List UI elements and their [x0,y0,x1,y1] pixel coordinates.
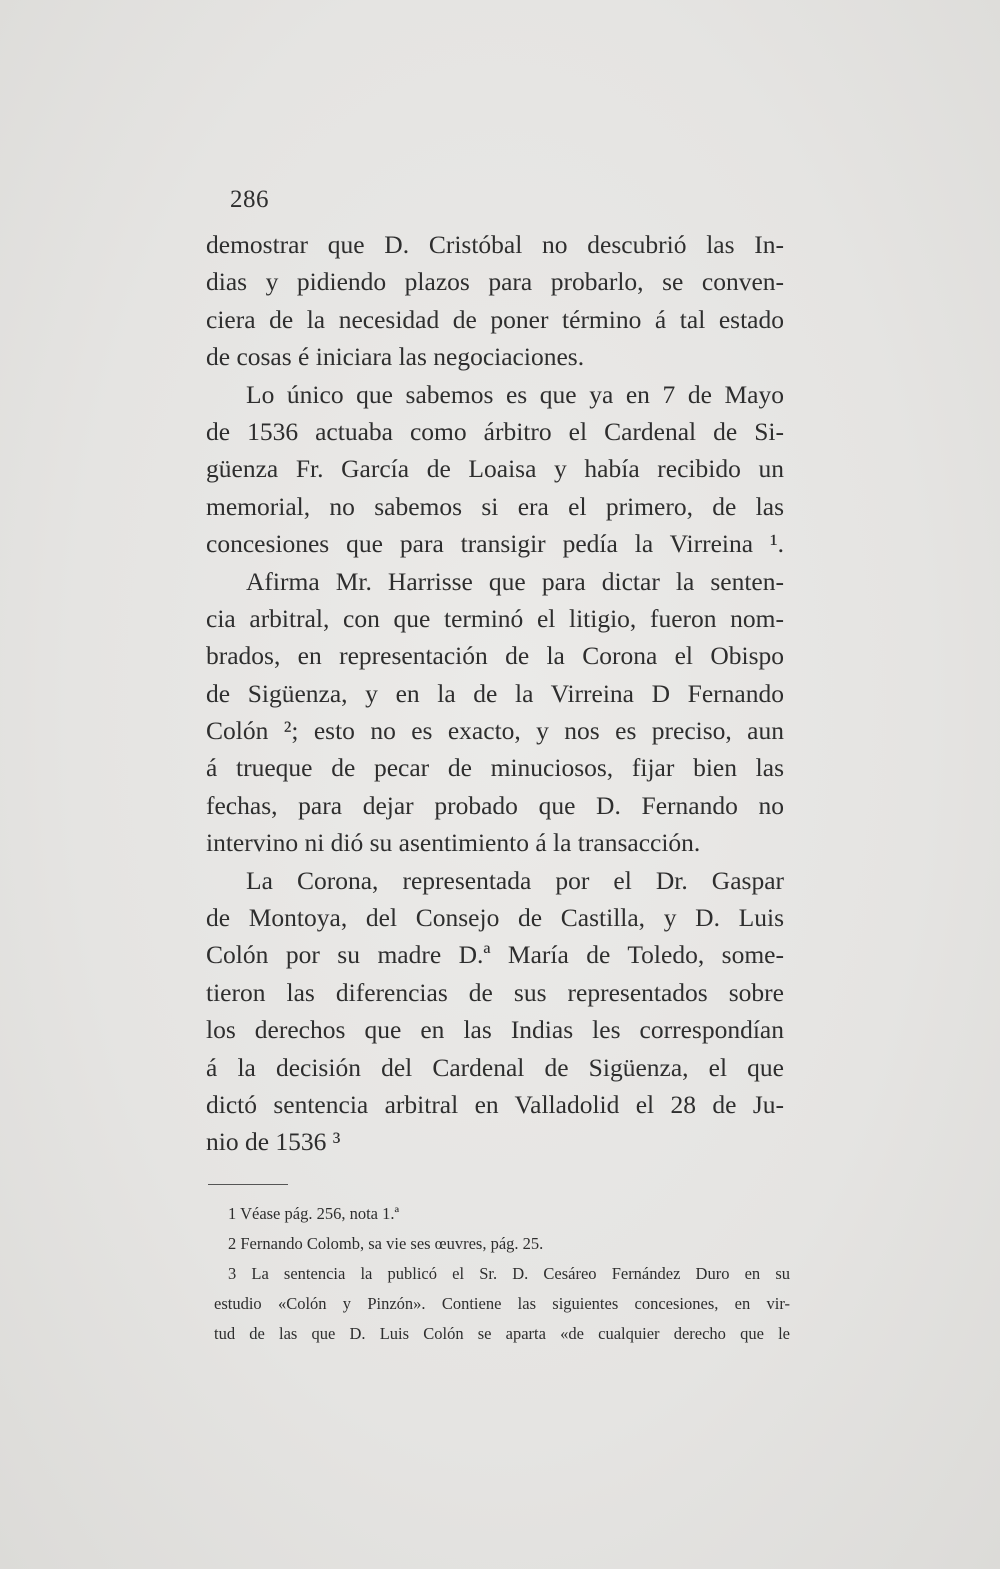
body-line: Lo único que sabemos es que ya en 7 de Mayo [246,379,784,409]
page-number: 286 [230,186,269,213]
body-line: memorial, no sabemos si era el primero, de las [206,491,784,521]
body-line: güenza Fr. García de Loaisa y había recibido un [206,454,784,484]
footnote-divider [208,1184,288,1185]
body-text [206,226,784,1161]
body-line: dictó sentencia arbitral en Valladolid el 28 de Ju- [206,1089,784,1119]
body-line: intervino ni dió su asentimiento á la transacción. [206,828,701,858]
footnote-line: 3 La sentencia la publicó el Sr. D. Cesáreo Fernández Duro en su [228,1264,790,1283]
body-line: brados, en representación de la Corona el Obispo [206,641,784,671]
body-line: cia arbitral, con que terminó el litigio, fueron nom- [206,603,784,633]
body-line: de cosas é iniciara las negociaciones. [206,342,585,372]
body-line: demostrar que D. Cristóbal no descubrió las In- [206,230,784,259]
body-line: tieron las diferencias de sus representados sobre [206,977,784,1007]
body-line: de Montoya, del Consejo de Castilla, y D. Luis [206,903,784,933]
body-line: de Sigüenza, y en la de la Virreina D Fernando [206,678,784,708]
body-line: Afirma Mr. Harrisse que para dictar la senten- [246,566,784,596]
body-line: ciera de la necesidad de poner término á tal estado [206,304,784,334]
footnote-line: tud de las que D. Luis Colón se aparta «de cualquier derecho que le [214,1324,790,1343]
body-line: La Corona, representada por el Dr. Gaspar [246,865,784,895]
footnote-line: 2 Fernando Colomb, sa vie ses œuvres, pág. 25. [228,1234,544,1253]
body-line: fechas, para dejar probado que D. Fernando no [206,790,784,820]
body-line: de 1536 actuaba como árbitro el Cardenal de Si- [206,416,784,446]
body-line: á la decisión del Cardenal de Sigüenza, el que [206,1052,784,1082]
body-line: concesiones que para transigir pedía la Virreina ¹. [206,529,784,559]
body-line: los derechos que en las Indias les correspondían [206,1015,784,1045]
footnotes [214,1199,790,1349]
body-line: dias y pidiendo plazos para probarlo, se conven- [206,267,784,297]
footnote-line: estudio «Colón y Pinzón». Contiene las siguientes concesiones, en vir- [214,1294,790,1313]
body-line: á trueque de pecar de minuciosos, fijar bien las [206,753,784,783]
body-line: Colón por su madre D.ª María de Toledo, some- [206,940,784,970]
body-line: Colón ²; esto no es exacto, y nos es preciso, aun [206,716,784,746]
body-line: nio de 1536 ³ [206,1127,341,1157]
footnote-line: 1 Véase pág. 256, nota 1.ª [228,1204,400,1223]
